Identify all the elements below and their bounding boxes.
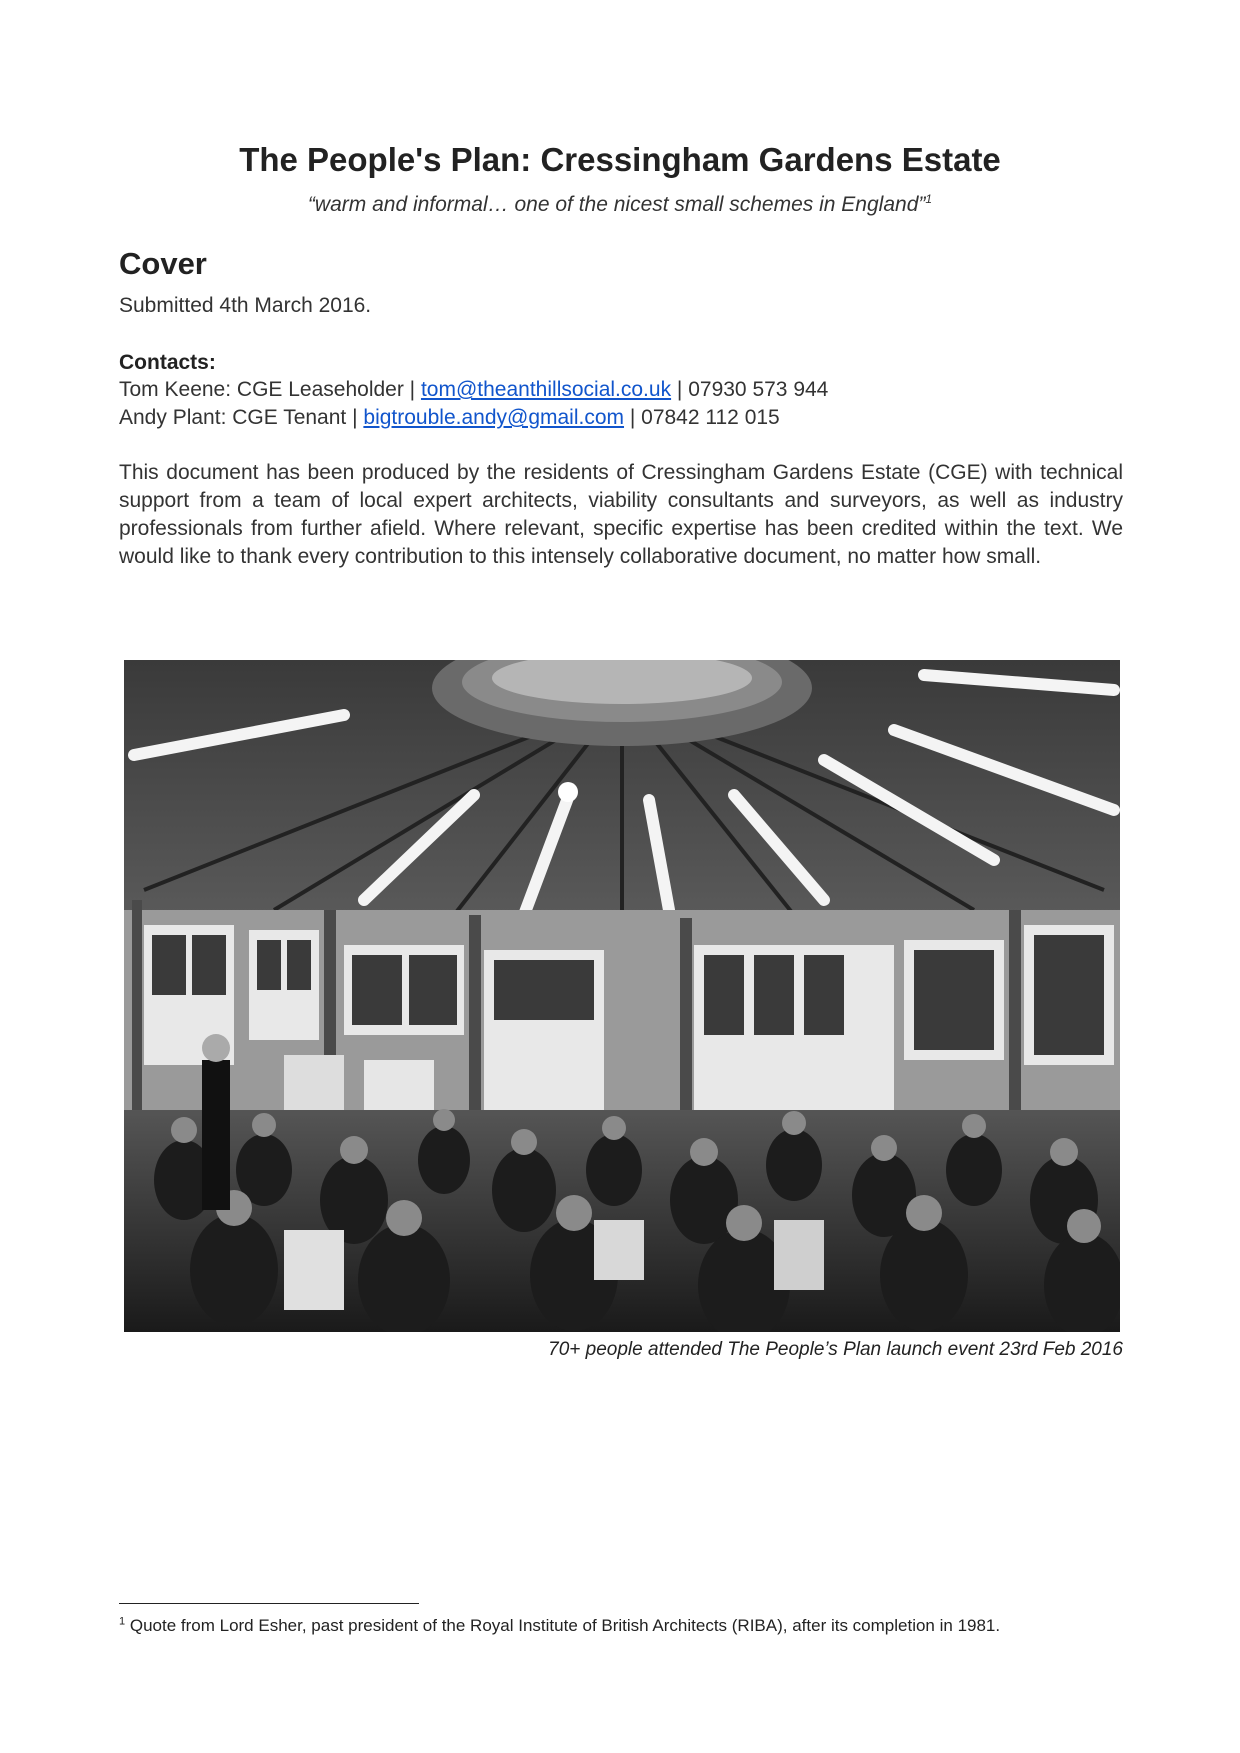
contact-email-link[interactable]: tom@theanthillsocial.co.uk (420, 378, 672, 401)
contact-name-role: Tom Keene: CGE Leaseholder | (119, 378, 416, 401)
footnote-reference[interactable]: 1 (925, 192, 933, 206)
footnote-text: Quote from Lord Esher, past president of the Royal Institute of British Architects (RIBA), after its completion in 1981. (129, 1616, 1001, 1635)
photo-illustration (124, 660, 1120, 1332)
contact-line (119, 376, 828, 404)
intro-paragraph: This document has been produced by the residents of Cressingham Gardens Estate (CGE) with technical support from a team of local expert architects, viability consultants and surveyors, as well as industry professionals from further afield. Where relevant, specific expertise has been credited within the text. We would like to thank every contribution to this intensely collaborative document, no matter how small. (119, 461, 1123, 568)
footnote-divider (119, 1603, 419, 1604)
photo-caption: 70+ people attended The People’s Plan launch event 23rd Feb 2016 (548, 1339, 1123, 1360)
subtitle-quote-text: “warm and informal… one of the nicest small schemes in England” (307, 193, 926, 216)
document-title: The People's Plan: Cressingham Gardens Estate (239, 141, 1001, 178)
contacts-label: Contacts: (119, 351, 216, 374)
contact-email-link[interactable]: bigtrouble.andy@gmail.com (363, 406, 625, 429)
footnote-number: 1 (119, 1615, 126, 1628)
section-heading: Cover (119, 246, 207, 281)
contact-name-role: Andy Plant: CGE Tenant | (119, 406, 358, 429)
contact-line (119, 404, 780, 432)
contact-phone: | 07842 112 015 (629, 406, 780, 429)
submitted-date: Submitted 4th March 2016. (119, 294, 372, 317)
launch-event-photo (124, 660, 1120, 1332)
subtitle-quote (0, 190, 1240, 220)
footnote (119, 1614, 1000, 1638)
contact-phone: | 07930 573 944 (676, 378, 829, 401)
